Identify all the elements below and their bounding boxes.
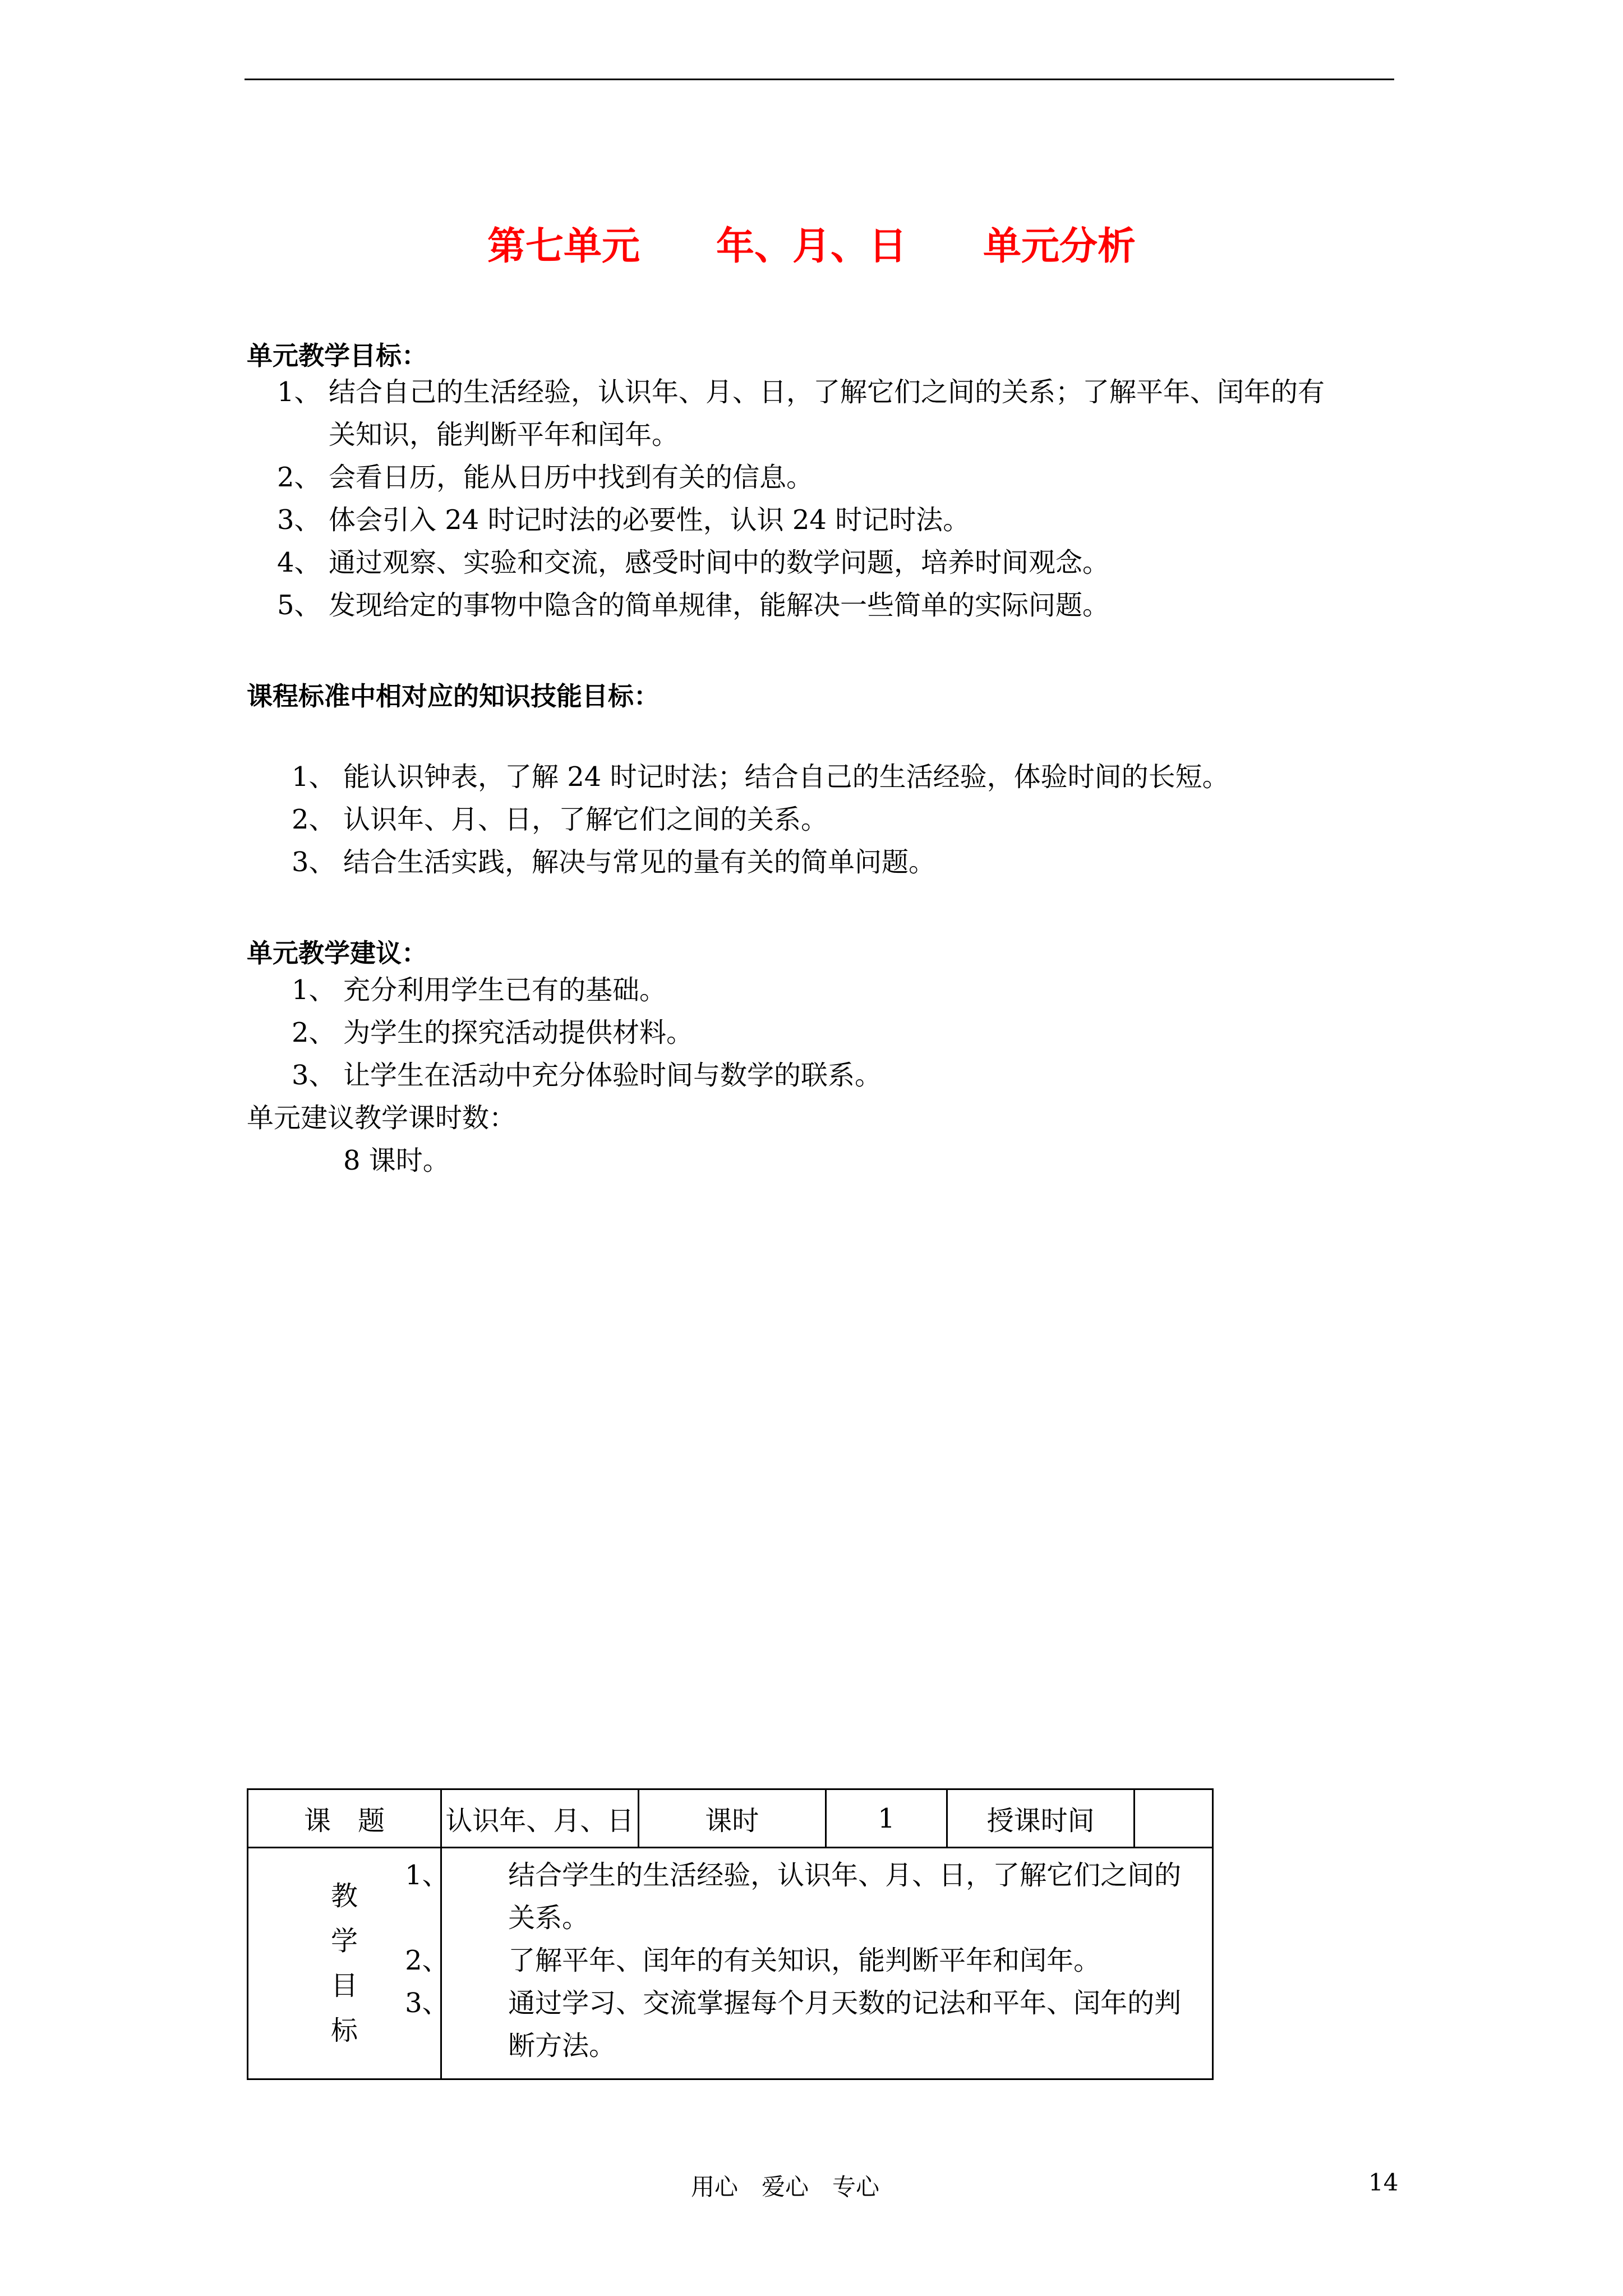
class-time-label: 授课时间 (947, 1789, 1135, 1848)
lesson-goal-text: 通过学习、交流掌握每个月天数的记法和平年、闰年的判断方法。 (508, 1987, 1182, 2062)
standard-text: 认识年、月、日，了解它们之间的关系。 (343, 804, 828, 835)
lesson-hours-value: 1 (826, 1789, 947, 1848)
goals-label-char: 标 (331, 2015, 358, 2046)
standards-heading: 课程标准中相对应的知识技能目标： (247, 681, 660, 711)
goal-item-4 (277, 541, 1109, 584)
topic-label: 课 题 (248, 1789, 441, 1848)
goals-heading: 单元教学目标： (247, 341, 427, 371)
goal-item-1 (277, 371, 1325, 413)
lesson-goal-1 (405, 1854, 1201, 1939)
hours-value: 8 课时。 (343, 1145, 450, 1176)
standard-item-3 (292, 841, 935, 884)
standard-item-2 (292, 798, 828, 841)
lesson-goal-text: 结合学生的生活经验，认识年、月、日，了解它们之间的关系。 (508, 1860, 1182, 1934)
lesson-goal-num: 3、 (405, 1987, 449, 2019)
standard-item-1 (292, 756, 1229, 798)
standard-text: 结合生活实践，解决与常见的量有关的简单问题。 (343, 846, 936, 878)
goal-num: 1、 (277, 376, 321, 408)
suggestion-item-2 (292, 1011, 693, 1054)
suggestion-text: 为学生的探究活动提供材料。 (343, 1017, 694, 1048)
class-time-value (1135, 1789, 1213, 1848)
footer-motto: 用心 爱心 专心 (691, 2173, 880, 2201)
goals-label-char: 学 (331, 1925, 358, 1957)
lesson-goal-2 (405, 1939, 1201, 1982)
goal-item-1-cont: 关知识，能判断平年和闰年。 (329, 419, 679, 450)
lesson-goal-3 (405, 1982, 1201, 2067)
suggestion-text: 让学生在活动中充分体验时间与数学的联系。 (343, 1060, 882, 1091)
goals-label-char: 目 (331, 1970, 358, 2001)
goal-text: 结合自己的生活经验，认识年、月、日，了解它们之间的关系；了解平年、闰年的有 (329, 376, 1325, 408)
goal-num: 5、 (277, 590, 321, 621)
goals-label-char: 教 (331, 1880, 358, 1912)
goal-num: 4、 (277, 547, 321, 578)
suggestion-num: 3、 (292, 1060, 336, 1091)
goal-item-3 (277, 499, 970, 541)
standard-num: 2、 (292, 804, 336, 835)
lesson-goal-num: 1、 (405, 1860, 449, 1891)
goal-text: 通过观察、实验和交流，感受时间中的数学问题，培养时间观念。 (329, 547, 1110, 578)
hours-label: 单元建议教学课时数： (247, 1102, 517, 1134)
lesson-table (247, 1788, 1214, 2080)
goal-text: 体会引入 24 时记时法的必要性，认识 24 时记时法。 (329, 504, 970, 536)
goal-item-2 (277, 456, 813, 499)
header-rule (245, 79, 1394, 80)
teaching-goals-content (405, 1848, 1213, 2079)
suggestion-num: 1、 (292, 974, 336, 1006)
goal-text: 会看日历，能从日历中找到有关的信息。 (329, 462, 814, 493)
goal-num: 2、 (277, 462, 321, 493)
lesson-hours-label: 课时 (638, 1789, 826, 1848)
lesson-goal-text: 了解平年、闰年的有关知识，能判断平年和闰年。 (508, 1945, 1101, 1976)
goal-num: 3、 (277, 504, 321, 536)
suggestions-heading: 单元教学建议： (247, 938, 427, 968)
suggestion-item-1 (292, 969, 666, 1011)
lesson-goal-num: 2、 (405, 1945, 449, 1976)
standard-num: 3、 (292, 846, 336, 878)
topic-value: 认识年、月、日 (441, 1789, 639, 1848)
standard-text: 能认识钟表，了解 24 时记时法；结合自己的生活经验，体验时间的长短。 (343, 761, 1229, 793)
goal-text: 发现给定的事物中隐含的简单规律，能解决一些简单的实际问题。 (329, 590, 1110, 621)
suggestion-item-3 (292, 1054, 882, 1097)
page-number: 14 (1368, 2169, 1399, 2196)
page-title: 第七单元 年、月、日 单元分析 (487, 224, 1136, 269)
suggestion-text: 充分利用学生已有的基础。 (343, 974, 667, 1006)
goal-item-5 (277, 584, 1109, 627)
standard-num: 1、 (292, 761, 336, 793)
suggestion-num: 2、 (292, 1017, 336, 1048)
